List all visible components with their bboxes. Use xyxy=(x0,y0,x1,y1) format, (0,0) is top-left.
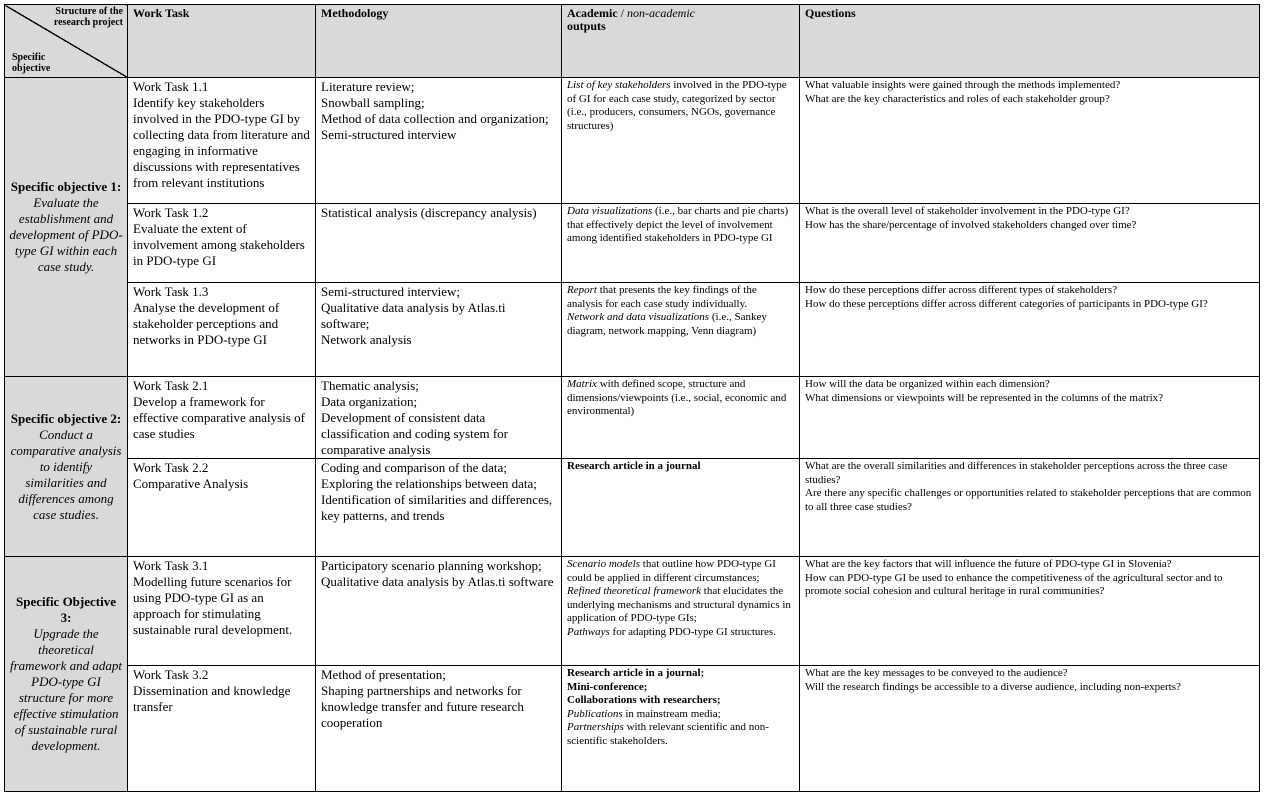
table-row xyxy=(5,666,1260,792)
work-task-cell: Work Task 2.1 Develop a framework for effective comparative analysis of case studies xyxy=(128,377,316,459)
methodology-cell: Thematic analysis; Data organization; Development of consistent data classification and coding system for comparative analysis xyxy=(316,377,562,459)
methodology-cell: Method of presentation; Shaping partnerships and networks for knowledge transfer and future research cooperation xyxy=(316,666,562,792)
table-row xyxy=(5,557,1260,666)
questions-cell: How do these perceptions differ across different types of stakeholders? How do these perceptions differ across different categories of participants in PDO-type GI? xyxy=(800,283,1260,377)
objective-title: Specific objective 2: xyxy=(10,410,122,426)
outputs-cell: Matrix with defined scope, structure and dimensions/viewpoints (i.e., social, economic and environmental) xyxy=(562,377,800,459)
work-task-cell: Work Task 3.2 Dissemination and knowledge transfer xyxy=(128,666,316,792)
outputs-cell: Data visualizations (i.e., bar charts and pie charts) that effectively depict the level of involvement among identified stakeholders in PDO-type GI xyxy=(562,204,800,283)
table-row xyxy=(5,78,1260,204)
table-row xyxy=(5,377,1260,459)
header-outputs: Academic / non-academic outputs xyxy=(562,5,800,78)
table-row xyxy=(5,283,1260,377)
header-row xyxy=(5,5,1260,78)
objective-desc: Upgrade the theoretical framework and adapt PDO-type GI structure for more effective stimulation of sustainable rural development. xyxy=(10,626,122,753)
methodology-cell: Semi-structured interview; Qualitative data analysis by Atlas.ti software; Network analysis xyxy=(316,283,562,377)
research-structure-table xyxy=(4,4,1260,792)
methodology-cell: Statistical analysis (discrepancy analysis) xyxy=(316,204,562,283)
questions-cell: What are the overall similarities and differences in stakeholder perceptions across the three case studies? Are there any specific challenges or opportunities related to stakeholder perceptions that are common to all three case studies? xyxy=(800,459,1260,557)
header-methodology: Methodology xyxy=(316,5,562,78)
work-task-cell: Work Task 3.1 Modelling future scenarios for using PDO-type GI as an approach for stimulating sustainable rural development. xyxy=(128,557,316,666)
objective-cell-3 xyxy=(5,557,128,792)
questions-cell: What are the key messages to be conveyed to the audience? Will the research findings be accessible to a diverse audience, including non-experts? xyxy=(800,666,1260,792)
work-task-cell: Work Task 1.3 Analyse the development of stakeholder perceptions and networks in PDO-type GI xyxy=(128,283,316,377)
table-row xyxy=(5,459,1260,557)
corner-header-cell xyxy=(5,5,128,78)
outputs-cell: List of key stakeholders involved in the PDO-type of GI for each case study, categorized by sector (i.e., producers, consumers, NGOs, governance structures) xyxy=(562,78,800,204)
header-work-task: Work Task xyxy=(128,5,316,78)
outputs-cell: Scenario models that outline how PDO-type GI could be applied in different circumstances; Refined theoretical framework that elucidates the underlying mechanisms and structural dynamics in application of PDO-type GIs; Pathways for adapting PDO-type GI structures. xyxy=(562,557,800,666)
questions-cell: What valuable insights were gained through the methods implemented? What are the key characteristics and roles of each stakeholder group? xyxy=(800,78,1260,204)
work-task-cell: Work Task 2.2 Comparative Analysis xyxy=(128,459,316,557)
outputs-cell: Research article in a journal; Mini-conference; Collaborations with researchers; Publications in mainstream media; Partnerships with relevant scientific and non-scientific stakeholders. xyxy=(562,666,800,792)
header-questions: Questions xyxy=(800,5,1260,78)
corner-top-label: Structure of the research project xyxy=(53,6,123,28)
questions-cell: What is the overall level of stakeholder involvement in the PDO-type GI? How has the share/percentage of involved stakeholders changed over time? xyxy=(800,204,1260,283)
questions-cell: How will the data be organized within each dimension? What dimensions or viewpoints will be represented in the columns of the matrix? xyxy=(800,377,1260,459)
objective-cell-2 xyxy=(5,377,128,557)
corner-bottom-label: Specific objective xyxy=(12,52,51,74)
work-task-cell: Work Task 1.1 Identify key stakeholders involved in the PDO-type GI by collecting data from literature and engaging in informative discussions with representatives from relevant institutions xyxy=(128,78,316,204)
table-row xyxy=(5,204,1260,283)
objective-cell-1 xyxy=(5,78,128,377)
methodology-cell: Participatory scenario planning workshop; Qualitative data analysis by Atlas.ti software xyxy=(316,557,562,666)
outputs-cell: Report that presents the key findings of the analysis for each case study individually. Network and data visualizations (i.e., Sankey diagram, network mapping, Venn diagram) xyxy=(562,283,800,377)
methodology-cell: Coding and comparison of the data; Exploring the relationships between data; Identification of similarities and differences, key patterns, and trends xyxy=(316,459,562,557)
objective-desc: Conduct a comparative analysis to identify similarities and differences among case studies. xyxy=(10,426,122,522)
methodology-cell: Literature review; Snowball sampling; Method of data collection and organization; Semi-structured interview xyxy=(316,78,562,204)
work-task-cell: Work Task 1.2 Evaluate the extent of involvement among stakeholders in PDO-type GI xyxy=(128,204,316,283)
objective-title: Specific Objective 3: xyxy=(16,594,116,625)
questions-cell: What are the key factors that will influence the future of PDO-type GI in Slovenia? How can PDO-type GI be used to enhance the competitiveness of the agricultural sector and to promote social cohesion and cultural heritage in rural communities? xyxy=(800,557,1260,666)
objective-desc: Evaluate the establishment and development of PDO-type GI within each case study. xyxy=(9,195,123,274)
outputs-cell: Research article in a journal xyxy=(562,459,800,557)
objective-title: Specific objective 1: xyxy=(10,179,122,194)
